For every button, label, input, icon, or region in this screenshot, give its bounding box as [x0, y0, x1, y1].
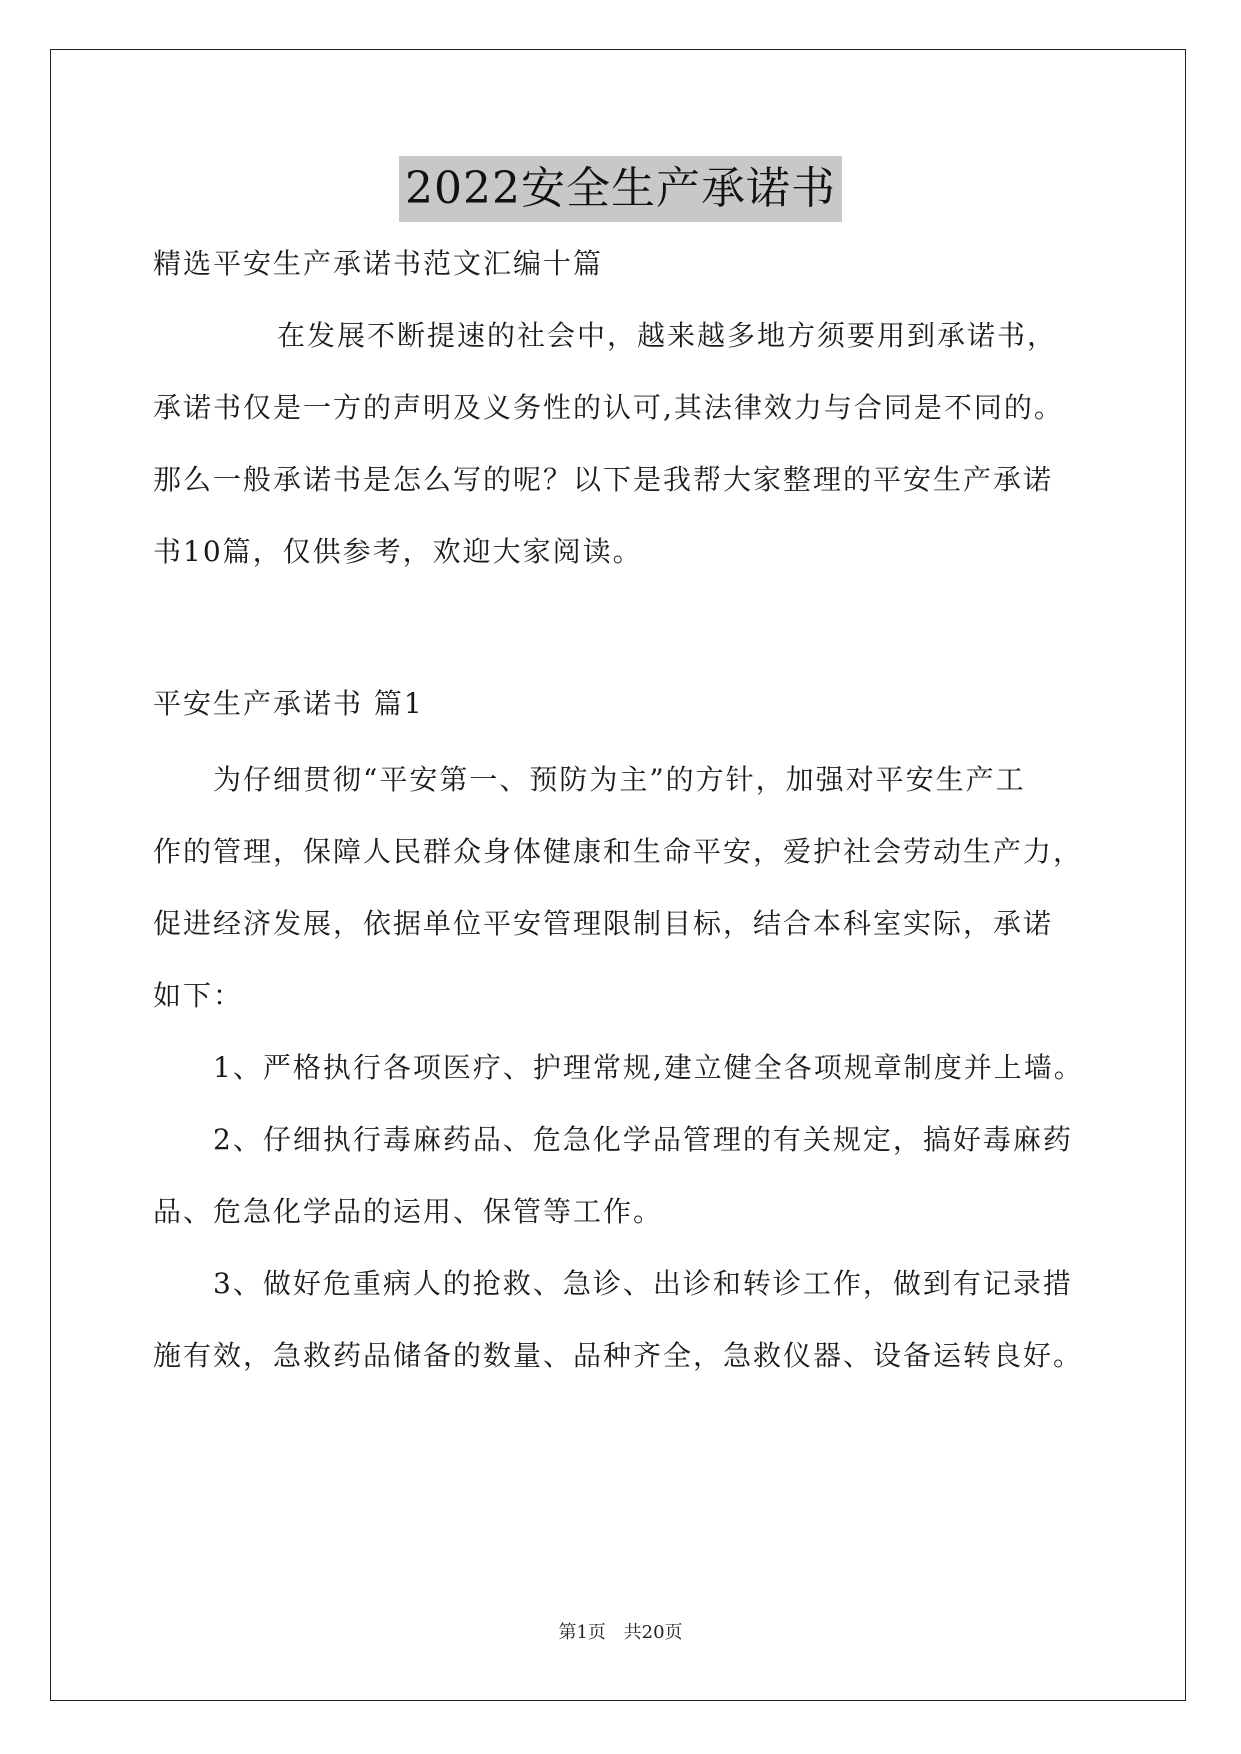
section-heading: 平安生产承诺书 篇1 [153, 687, 424, 720]
intro-line: 书10篇，仅供参考，欢迎大家阅读。 [153, 535, 643, 568]
page-footer [0, 1618, 1241, 1644]
body-line: 1、严格执行各项医疗、护理常规,建立健全各项规章制度并上墙。 [213, 1051, 1084, 1084]
page-border [50, 49, 1186, 1701]
intro-line: 那么一般承诺书是怎么写的呢？以下是我帮大家整理的平安生产承诺 [153, 463, 1054, 496]
page-number-total: 共20页 [623, 1622, 683, 1643]
document-title: 2022安全生产承诺书 [399, 156, 842, 222]
document-subtitle: 精选平安生产承诺书范文汇编十篇 [153, 247, 604, 280]
body-line: 品、危急化学品的运用、保管等工作。 [153, 1195, 664, 1228]
body-line: 为仔细贯彻“平安第一、预防为主”的方针，加强对平安生产工 [213, 763, 1026, 796]
body-line: 3、做好危重病人的抢救、急诊、出诊和转诊工作，做到有记录措 [213, 1267, 1073, 1300]
body-line: 如下： [153, 979, 244, 1012]
body-line: 2、仔细执行毒麻药品、危急化学品管理的有关规定，搞好毒麻药 [213, 1123, 1073, 1156]
body-line: 促进经济发展，依据单位平安管理限制目标，结合本科室实际，承诺 [153, 907, 1054, 940]
body-line: 作的管理，保障人民群众身体健康和生命平安，爱护社会劳动生产力， [153, 835, 1084, 868]
intro-line: 在发展不断提速的社会中，越来越多地方须要用到承诺书， [277, 319, 1058, 352]
title-wrap [0, 156, 1241, 222]
body-line: 施有效，急救药品储备的数量、品种齐全，急救仪器、设备运转良好。 [153, 1339, 1084, 1372]
page-number-current: 第1页 [558, 1622, 606, 1643]
intro-line: 承诺书仅是一方的声明及义务性的认可,其法律效力与合同是不同的。 [153, 391, 1064, 424]
